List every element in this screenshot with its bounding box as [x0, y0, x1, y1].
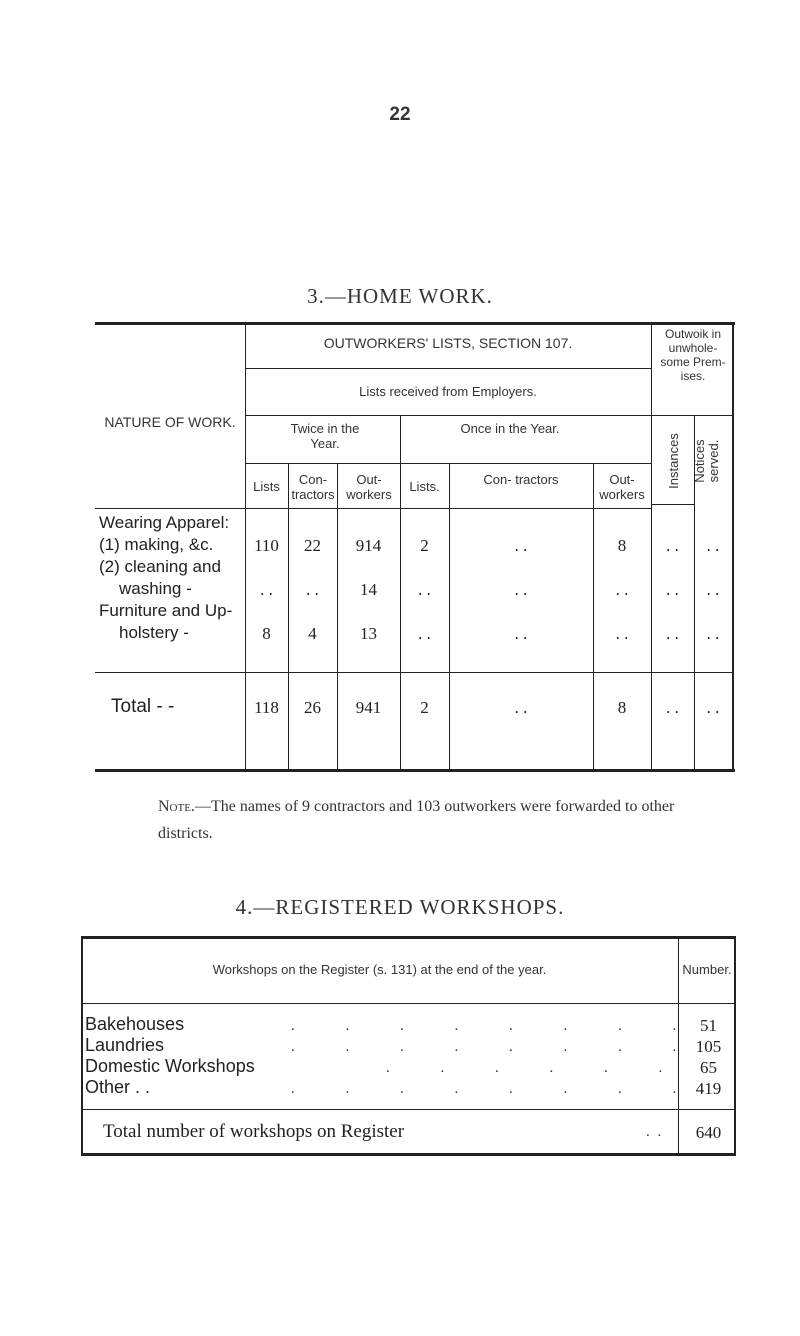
total-cell: 8 — [617, 698, 627, 717]
cell: 2 — [420, 536, 429, 555]
col-divider — [449, 464, 450, 769]
cell: . . — [514, 624, 528, 643]
cell: 8 — [617, 536, 627, 555]
workshops-header: Workshops on the Register (s. 131) at the end of the year. — [212, 962, 547, 977]
row-label-domestic: Domestic Workshops — [85, 1056, 255, 1076]
outworkers-header: Out- workers — [346, 472, 392, 502]
leader-dots: . . . . . . . . — [291, 1039, 679, 1055]
total-cell: 118 — [254, 698, 279, 717]
row-divider — [81, 1003, 736, 1004]
table-border-top — [95, 322, 735, 325]
cell: . . — [666, 624, 679, 643]
cell: . . — [706, 580, 720, 599]
section-4-title: 4.—REGISTERED WORKSHOPS. — [235, 895, 565, 919]
cell: 110 — [254, 536, 279, 555]
total-cell: . . — [514, 698, 528, 717]
outworkers-once-header: Out- workers — [599, 472, 645, 502]
col-divider — [593, 464, 594, 769]
table-border-bottom — [95, 769, 735, 772]
row-label-cleaning: (2) cleaning and washing - — [99, 557, 221, 598]
row-divider — [652, 504, 695, 505]
note-text: —The names of 9 contractors and 103 outworkers were forwarded to other districts. — [158, 798, 675, 842]
instances-header: Instances — [666, 433, 681, 489]
cell: . . — [418, 624, 431, 643]
cell: . . — [666, 536, 679, 555]
col-divider — [337, 464, 338, 769]
cell: . . — [418, 580, 431, 599]
leader-dots: . . . . . . . . — [291, 1018, 679, 1034]
once-in-year-header: Once in the Year. — [460, 421, 560, 436]
row-label-total: Total - - — [111, 696, 175, 717]
col-divider — [288, 464, 289, 769]
row-label-bakehouses: Bakehouses — [85, 1014, 185, 1034]
cell: . . — [706, 624, 720, 643]
leader-dots: . . — [646, 1124, 664, 1140]
cell: . . — [306, 580, 319, 599]
home-work-table — [95, 322, 735, 772]
page-number: 22 — [389, 104, 411, 125]
row-label-furniture: Furniture and Up- holstery - — [99, 601, 233, 642]
cell: 8 — [262, 624, 271, 643]
cell: . . — [260, 580, 273, 599]
note — [158, 793, 718, 847]
leader-dots: . . . . . . — [386, 1060, 665, 1076]
row-divider — [81, 1109, 736, 1110]
table-border-top — [81, 936, 736, 939]
contractors-header: Con- tractors — [291, 472, 335, 502]
cell: 4 — [308, 624, 317, 643]
row-divider — [245, 463, 651, 464]
leader-dots: . . . . . . . . — [291, 1081, 679, 1097]
row-label-laundries: Laundries — [85, 1035, 165, 1055]
number-header: Number. — [682, 962, 732, 977]
total-cell: 26 — [304, 698, 321, 717]
row-divider — [245, 415, 651, 416]
row-divider — [652, 415, 732, 416]
cell: 22 — [304, 536, 321, 555]
row-label-wearing-1: Wearing Apparel: (1) making, &c. — [99, 513, 230, 554]
outworkers-lists-header: OUTWORKERS' LISTS, SECTION 107. — [323, 335, 573, 351]
cell: . . — [615, 580, 629, 599]
outwork-unwholesome-header: Outwoik in unwhole- some Prem- ises. — [660, 327, 726, 383]
total-cell: 2 — [420, 698, 429, 717]
lists-received-header: Lists received from Employers. — [359, 384, 537, 399]
section-3-title: 3.—HOME WORK. — [307, 284, 493, 308]
row-divider — [95, 672, 732, 673]
value-laundries: 105 — [695, 1037, 722, 1056]
row-label-other: Other . . — [85, 1077, 151, 1097]
cell: 14 — [360, 580, 377, 599]
table-border-right — [732, 322, 734, 772]
value-domestic: 65 — [700, 1058, 717, 1077]
cell: . . — [706, 536, 720, 555]
total-cell: . . — [706, 698, 720, 717]
cell: . . — [666, 580, 679, 599]
total-cell: . . — [666, 698, 679, 717]
cell: . . — [514, 580, 528, 599]
total-workshops-label: Total number of workshops on Register — [103, 1121, 405, 1142]
workshops-table — [81, 936, 736, 1156]
row-divider — [95, 508, 651, 509]
note-label: Note. — [158, 798, 195, 815]
table-border-bottom — [81, 1153, 736, 1156]
cell: . . — [615, 624, 629, 643]
total-workshops-value: 640 — [695, 1123, 722, 1142]
total-cell: 941 — [355, 698, 382, 717]
contractors-once-header: Con- tractors — [483, 472, 559, 487]
lists-once-header: Lists. — [409, 479, 440, 494]
nature-of-work-header: NATURE OF WORK. — [104, 414, 236, 430]
cell: 13 — [360, 624, 377, 643]
cell: 914 — [355, 536, 382, 555]
cell: . . — [514, 536, 528, 555]
twice-in-year-header: Twice in the Year. — [290, 421, 360, 451]
notices-header: Notices served. — [692, 439, 721, 483]
value-other: 419 — [695, 1079, 722, 1098]
lists-header: Lists — [253, 479, 280, 494]
value-bakehouses: 51 — [700, 1016, 717, 1035]
row-divider — [245, 368, 651, 369]
